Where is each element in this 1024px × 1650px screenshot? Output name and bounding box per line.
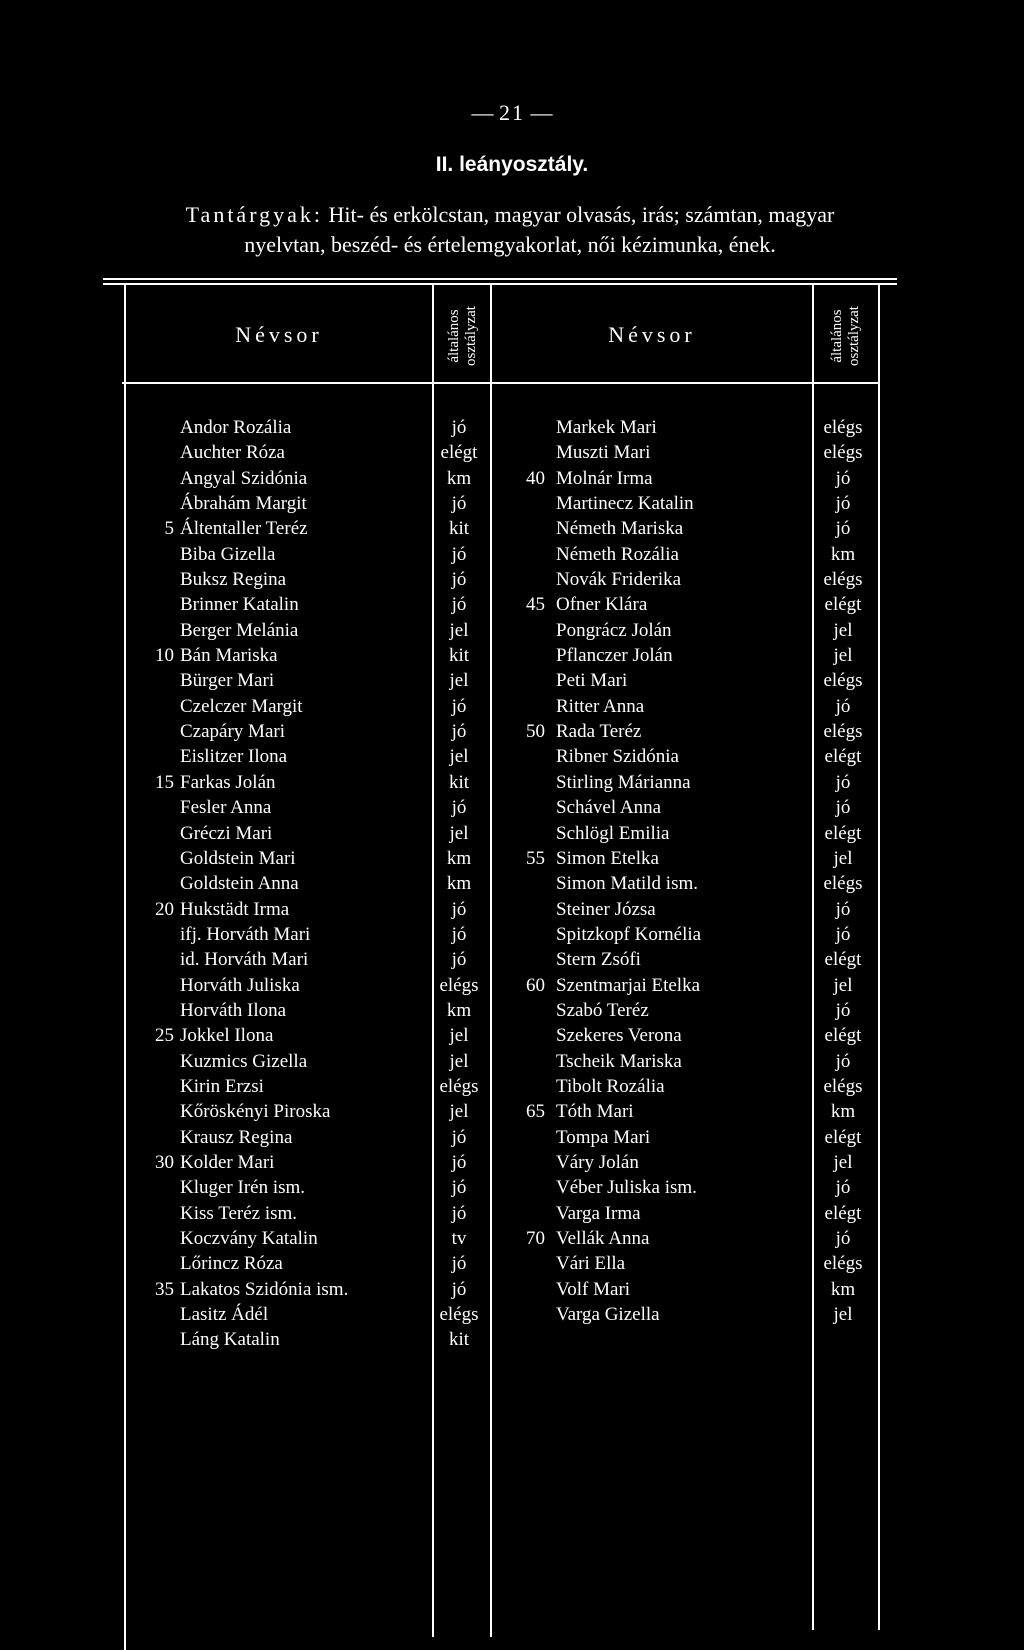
student-name-left: Kuzmics Gizella: [180, 1050, 308, 1072]
grade-right: jó: [835, 1177, 851, 1199]
table-row: [0, 744, 1024, 769]
table-row: [0, 1226, 1024, 1251]
grade-right: elégt: [824, 746, 862, 768]
student-name-right: Pflanczer Jolán: [556, 645, 673, 667]
grade-right: jel: [833, 1151, 853, 1173]
row-number-left: 20: [155, 898, 174, 920]
table-row: [0, 1125, 1024, 1150]
student-name-right: Muszti Mari: [556, 442, 651, 464]
student-name-right: Ribner Szidónia: [556, 746, 679, 768]
student-name-right: Vellák Anna: [556, 1228, 650, 1249]
page-number-value: 21: [499, 100, 525, 125]
student-name-left: ifj. Horváth Mari: [180, 923, 311, 945]
grade-left: kit: [448, 771, 470, 793]
student-name-left: Kiss Teréz ism.: [180, 1202, 298, 1224]
row-number-left: 25: [155, 1025, 174, 1047]
table-row: [0, 1251, 1024, 1276]
grade-header-line-1: általános: [829, 309, 845, 363]
table-row: [0, 947, 1024, 972]
grade-right: elégs: [823, 873, 863, 895]
row-number-right: 65: [526, 1101, 545, 1123]
row-number-right: 40: [526, 467, 545, 489]
grade-right: jó: [835, 493, 851, 515]
table-row: [0, 1201, 1024, 1226]
student-name-left: Eislitzer Ilona: [180, 746, 288, 768]
grade-left: jel: [449, 1025, 469, 1047]
grade-right: km: [830, 1101, 856, 1123]
table-row: [0, 871, 1024, 896]
grade-left: km: [446, 873, 472, 895]
table-row: [0, 821, 1024, 846]
student-name-right: Véber Juliska ism.: [556, 1177, 697, 1199]
student-name-right: Tibolt Rozália: [556, 1075, 665, 1097]
grade-left: jó: [451, 493, 467, 515]
student-name-right: Varga Irma: [556, 1202, 641, 1224]
table-row: [0, 795, 1024, 820]
student-name-left: Koczvány Katalin: [180, 1228, 318, 1249]
grade-right: elégt: [824, 594, 862, 616]
student-name-right: Schlögl Emilia: [556, 822, 670, 844]
grade-right: jel: [833, 974, 853, 996]
table-row: [0, 719, 1024, 744]
grade-left: jó: [451, 797, 467, 819]
row-number-left: 15: [155, 771, 174, 793]
student-name-right: Ofner Klára: [556, 594, 648, 616]
table-top-rule-2: [103, 283, 897, 285]
student-name-right: Vári Ella: [556, 1253, 626, 1275]
student-name-left: Fesler Anna: [180, 797, 272, 819]
grade-right: elégs: [823, 1253, 863, 1275]
table-row: [0, 567, 1024, 592]
student-name-left: id. Horváth Mari: [180, 949, 309, 971]
student-name-right: Volf Mari: [556, 1278, 631, 1300]
grade-left: jel: [449, 822, 469, 844]
grade-left: jó: [451, 1177, 467, 1199]
student-name-left: Lakatos Szidónia ism.: [180, 1278, 349, 1300]
student-name-right: Spitzkopf Kornélia: [556, 923, 702, 945]
grade-left: kit: [448, 645, 470, 667]
student-name-left: Brinner Katalin: [180, 594, 299, 616]
student-name-right: Pongrácz Jolán: [556, 619, 672, 641]
grade-left: jó: [451, 1126, 467, 1148]
grade-left: jó: [451, 898, 467, 920]
grade-right: elégs: [823, 670, 863, 692]
grade-left: elégs: [439, 974, 479, 996]
row-number-right: 50: [526, 721, 545, 743]
column-header-name-right: Névsor: [608, 322, 696, 347]
student-name-left: Horváth Juliska: [180, 974, 300, 996]
grade-left: jó: [451, 1202, 467, 1224]
grade-left: kit: [448, 1329, 470, 1351]
student-name-left: Gréczi Mari: [180, 822, 273, 844]
student-name-right: Tompa Mari: [556, 1126, 651, 1148]
column-header-grade-left: [434, 290, 492, 382]
grade-left: km: [446, 847, 472, 869]
table-row: [0, 922, 1024, 947]
grade-left: jó: [451, 949, 467, 971]
student-name-left: Buksz Regina: [180, 569, 287, 591]
student-name-left: Lőrincz Róza: [180, 1253, 283, 1275]
grade-right: jel: [833, 645, 853, 667]
grade-left: km: [446, 467, 472, 489]
student-name-left: Láng Katalin: [180, 1329, 280, 1351]
table-row: [0, 415, 1024, 440]
student-name-left: Kőröskényi Piroska: [180, 1101, 331, 1123]
grade-right: jel: [833, 847, 853, 869]
table-row: [0, 466, 1024, 491]
student-name-right: Varga Gizella: [556, 1304, 660, 1326]
grade-right: elégs: [823, 442, 863, 464]
student-name-right: Stern Zsófi: [556, 949, 641, 971]
grade-right: elégs: [823, 417, 863, 438]
student-name-right: Schável Anna: [556, 797, 662, 819]
grade-header-line-2: osztályzat: [846, 306, 862, 366]
grade-left: jel: [449, 1050, 469, 1072]
student-name-left: Kolder Mari: [180, 1151, 275, 1173]
grade-right: km: [830, 543, 856, 565]
student-name-right: Markek Mari: [556, 417, 657, 438]
student-name-left: Angyal Szidónia: [180, 467, 308, 489]
subjects-line-1: Hit- és erkölcstan, magyar olvasás, irás; számtan, magyar: [328, 202, 835, 227]
student-name-right: Steiner Józsa: [556, 898, 656, 920]
table-body: [0, 415, 1024, 1353]
page-number: — 21 —: [471, 100, 553, 125]
grade-left: jó: [451, 721, 467, 743]
row-number-left: 10: [155, 645, 174, 667]
row-number-left: 30: [155, 1151, 174, 1173]
grade-right: jó: [835, 898, 851, 920]
table-row: [0, 592, 1024, 617]
table-row: [0, 1327, 1024, 1352]
row-number-right: 45: [526, 594, 545, 616]
row-number-left: 5: [164, 518, 174, 540]
grade-left: jó: [451, 1253, 467, 1275]
grade-right: jó: [835, 518, 851, 540]
student-name-left: Áltentaller Teréz: [180, 518, 308, 540]
grade-header-line-1: általános: [446, 309, 462, 363]
table-row: [0, 1175, 1024, 1200]
student-name-left: Horváth Ilona: [180, 999, 287, 1021]
grade-right: elégt: [824, 949, 862, 971]
table-row: [0, 1099, 1024, 1124]
grade-right: jel: [833, 1304, 853, 1326]
student-name-right: Peti Mari: [556, 670, 628, 692]
grade-right: elégs: [823, 569, 863, 591]
subjects-label: Tantárgyak:: [185, 202, 324, 227]
grade-header-line-2: osztályzat: [463, 306, 479, 366]
table-row: [0, 973, 1024, 998]
table-row: [0, 998, 1024, 1023]
grade-left: kit: [448, 518, 470, 540]
subjects-paragraph: [100, 200, 920, 260]
student-name-left: Bán Mariska: [180, 645, 278, 667]
student-name-left: Kirin Erzsi: [180, 1075, 264, 1097]
grade-left: jó: [451, 569, 467, 591]
table-row: [0, 897, 1024, 922]
student-name-left: Berger Melánia: [180, 619, 299, 641]
grade-left: tv: [451, 1228, 467, 1249]
table-row: [0, 1150, 1024, 1175]
grade-left: km: [446, 999, 472, 1021]
grade-right: jó: [835, 695, 851, 717]
student-name-right: Németh Mariska: [556, 518, 684, 540]
student-name-left: Czapáry Mari: [180, 721, 285, 743]
table-row: [0, 668, 1024, 693]
grade-left: jel: [449, 1101, 469, 1123]
student-name-left: Ábrahám Margit: [180, 493, 307, 515]
grade-left: jel: [449, 746, 469, 768]
table-top-rule: [103, 278, 897, 280]
table-row: [0, 491, 1024, 516]
student-name-left: Czelczer Margit: [180, 695, 303, 717]
student-name-right: Molnár Irma: [556, 467, 653, 489]
student-name-left: Goldstein Anna: [180, 873, 299, 895]
grade-left: jó: [451, 543, 467, 565]
student-name-left: Krausz Regina: [180, 1126, 293, 1148]
table-row: [0, 1049, 1024, 1074]
grade-right: elégs: [823, 1075, 863, 1097]
grade-right: km: [830, 1278, 856, 1300]
table-row: [0, 516, 1024, 541]
grade-left: jel: [449, 619, 469, 641]
grade-left: elégs: [439, 1304, 479, 1326]
grade-right: jó: [835, 797, 851, 819]
subjects-line-2: nyelvtan, beszéd- és értelemgyakorlat, női kézimunka, ének.: [244, 232, 776, 257]
student-name-left: Goldstein Mari: [180, 847, 296, 869]
student-name-right: Simon Etelka: [556, 847, 659, 869]
row-number-left: 35: [155, 1278, 174, 1300]
student-name-left: Auchter Róza: [180, 442, 285, 464]
table-row: [0, 542, 1024, 567]
student-name-right: Németh Rozália: [556, 543, 679, 565]
row-number-right: 60: [526, 974, 545, 996]
grade-right: elégs: [823, 721, 863, 743]
student-name-right: Ritter Anna: [556, 695, 645, 717]
student-name-right: Novák Friderika: [556, 569, 682, 591]
table-row: [0, 1023, 1024, 1048]
student-name-right: Tóth Mari: [556, 1101, 634, 1123]
grade-right: jó: [835, 999, 851, 1021]
table-row: [0, 846, 1024, 871]
row-number-right: 70: [526, 1228, 545, 1249]
student-name-right: Stirling Márianna: [556, 771, 691, 793]
grade-right: elégt: [824, 822, 862, 844]
grade-left: jó: [451, 594, 467, 616]
student-name-left: Bürger Mari: [180, 670, 275, 692]
grade-left: jó: [451, 923, 467, 945]
student-name-right: Tscheik Mariska: [556, 1050, 682, 1072]
student-name-right: Simon Matild ism.: [556, 873, 698, 895]
student-name-left: Biba Gizella: [180, 543, 276, 565]
student-name-left: Lasitz Ádél: [180, 1304, 269, 1326]
student-name-right: Martinecz Katalin: [556, 493, 694, 515]
grade-left: elégs: [439, 1075, 479, 1097]
class-title: II. leányosztály.: [435, 153, 589, 176]
grade-right: elégt: [824, 1025, 862, 1047]
grade-right: elégt: [824, 1202, 862, 1224]
grade-right: jó: [835, 1228, 851, 1249]
table-row: [0, 618, 1024, 643]
student-name-left: Hukstädt Irma: [180, 898, 290, 920]
table-header-rule: [122, 382, 878, 384]
grade-left: jó: [451, 417, 467, 438]
student-name-right: Váry Jolán: [556, 1151, 639, 1173]
student-name-left: Kluger Irén ism.: [180, 1177, 306, 1199]
table-row: [0, 1074, 1024, 1099]
grade-right: jó: [835, 771, 851, 793]
table-row: [0, 770, 1024, 795]
student-name-left: Jokkel Ilona: [180, 1025, 274, 1047]
column-header-name-left: Névsor: [235, 322, 323, 347]
table-row: [0, 440, 1024, 465]
student-name-right: Rada Teréz: [556, 721, 642, 743]
table-row: [0, 643, 1024, 668]
grade-right: jó: [835, 467, 851, 489]
grade-left: elégt: [440, 442, 478, 464]
student-name-left: Andor Rozália: [180, 417, 292, 438]
table-row: [0, 694, 1024, 719]
column-header-grade-right: [814, 290, 878, 382]
table-row: [0, 1277, 1024, 1302]
student-name-left: Farkas Jolán: [180, 771, 276, 793]
row-number-right: 55: [526, 847, 545, 869]
student-name-right: Szabó Teréz: [556, 999, 649, 1021]
grade-right: elégt: [824, 1126, 862, 1148]
table-row: [0, 1302, 1024, 1327]
grade-right: jó: [835, 1050, 851, 1072]
grade-left: jó: [451, 695, 467, 717]
student-name-right: Szentmarjai Etelka: [556, 974, 701, 996]
grade-right: jó: [835, 923, 851, 945]
grade-left: jó: [451, 1278, 467, 1300]
grade-left: jó: [451, 1151, 467, 1173]
grade-right: jel: [833, 619, 853, 641]
grade-left: jel: [449, 670, 469, 692]
student-name-right: Szekeres Verona: [556, 1025, 682, 1047]
